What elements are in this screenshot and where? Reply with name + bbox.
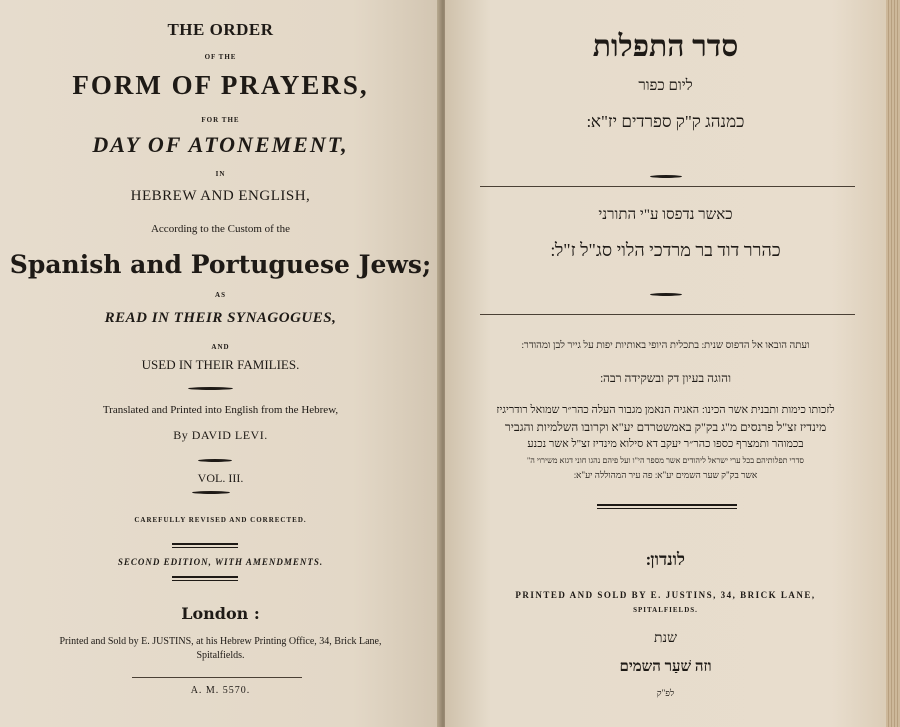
ornament-rule	[198, 459, 232, 462]
printer-line-2: Spitalfields.	[196, 650, 245, 661]
hebrew-year-phrase: וזה שׁעַר השמים	[619, 659, 712, 675]
author-text: By DAVID LEVI.	[173, 428, 268, 442]
for-the-text: FOR THE	[201, 116, 240, 124]
hebrew-title-page	[445, 0, 900, 727]
hebrew-year-word: שנת	[653, 631, 677, 646]
hebrew-rabbi: כהרר דוד בר מרדכי הלוי סג"ל ז"ל ׃	[550, 240, 781, 260]
printer-line-1: Printed and Sold by E. JUSTINS, at his Hebrew Printing Office, 34, Brick Lane,	[59, 636, 382, 647]
page-edge	[886, 0, 900, 727]
languages-text: HEBREW AND ENGLISH,	[130, 188, 311, 204]
volume-text: VOL. III.	[197, 471, 244, 485]
hebrew-paragraph-line-2: מינדיז זצ"ל פרנסים מ"ג בק"ק באמשטרדם יע"א וקרובו השלמיות והגביר	[504, 420, 827, 434]
according-text: According to the Custom of the	[150, 223, 290, 235]
read-text: READ IN THEIR SYNAGOGUES,	[104, 310, 337, 326]
hebrew-paragraph-line-4: סדרי תפלותיהם בכל ערי ישראל ליהודים אשר מספר הי"ו ועל פיהם נהגו חוני דגזא משירוי ה"	[527, 456, 804, 465]
used-text: USED IN THEIR FAMILIES.	[141, 357, 300, 372]
as-text: AS	[215, 291, 226, 299]
ornament-rule	[650, 293, 682, 296]
hebrew-place: לונדון ׃	[646, 550, 685, 569]
hebrew-printed-by: כאשר נדפסו ע"י התורני	[598, 207, 733, 223]
place-text: London :	[181, 604, 260, 623]
edition-text: SECOND EDITION, WITH AMENDMENTS.	[117, 557, 324, 567]
printer-line-1: PRINTED AND SOLD BY E. JUSTINS, 34, BRICK LANE,	[515, 590, 816, 600]
hebrew-title: סדר התפלות	[592, 30, 739, 63]
double-rule	[172, 543, 238, 548]
rule	[480, 314, 855, 315]
ornament-rule	[188, 387, 233, 390]
of-the-text: OF THE	[204, 53, 237, 61]
translated-text: Translated and Printed into English from the Hebrew,	[102, 404, 339, 416]
rule	[480, 186, 855, 187]
and-text: AND	[211, 343, 230, 351]
title-line-1: THE ORDER	[167, 20, 274, 39]
printer-line-2: SPITALFIELDS.	[633, 606, 698, 614]
ornament-rule	[192, 491, 230, 494]
rule	[132, 677, 302, 678]
double-rule	[172, 576, 238, 581]
hebrew-paragraph-line-1: לזכותו כימות ותבנית אשר הכינו ׃ האגיה הנאמן מגבור העלה כהר״ר שמואל רודריגיז	[496, 404, 835, 416]
title-line-3: DAY OF ATONEMENT,	[92, 132, 349, 157]
community-text: Spanish and Portuguese Jews;	[9, 250, 432, 279]
revised-text: CAREFULLY REVISED AND CORRECTED.	[134, 516, 307, 524]
hebrew-custom: כמנהג ק"ק ספרדים יז"א ׃	[586, 112, 745, 131]
hebrew-proofed: והוגה בעיון דק ובשקידה רבה ׃	[599, 371, 732, 385]
hebrew-now-brought: ועתה הובאו אל הדפוס שנית ׃ בתכלית היופי באותיות יפות על גייר לבן ומהודר ׃	[521, 340, 810, 351]
ornament-rule	[650, 175, 682, 178]
hebrew-paragraph-line-5: אשר בק"ק שער השמים יע"א ׃ פה עיר המהוללה יע"א ׃	[573, 470, 758, 480]
title-line-2: FORM OF PRAYERS,	[72, 70, 369, 100]
double-rule	[597, 504, 737, 509]
english-title-page	[0, 0, 441, 727]
hebrew-paragraph-line-3: בכמוהר ותמצרף כספו כהר״ר יעקב דא סילוא מינדיז זצ"ל אשר נכנע	[527, 438, 804, 450]
hebrew-era: לפ"ק	[656, 688, 675, 698]
in-text: IN	[215, 170, 226, 178]
hebrew-for-day: ליום כפור	[638, 78, 693, 94]
year-text: A. M. 5570.	[190, 685, 251, 696]
